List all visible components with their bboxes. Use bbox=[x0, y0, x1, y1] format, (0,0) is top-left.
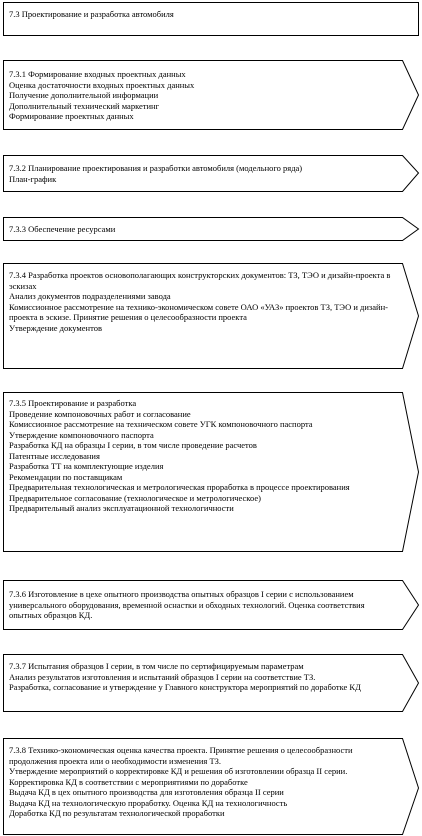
box-7-3-5-line: Рекомендации по поставщикам bbox=[9, 471, 123, 482]
box-7-3-2-line: План-график bbox=[9, 173, 57, 184]
box-7-3-5-line: Патентные исследования bbox=[9, 450, 100, 461]
box-7-3-7-text bbox=[9, 661, 399, 693]
box-7-3-5-line: Разработка ТТ на комплектующие изделия bbox=[9, 461, 164, 471]
box-7-3-8-line: Утверждение мероприятий о корректировке КД и решения об изготовлении образца II серии. Корректировка КД в соответствии с мероприятиями по доработке bbox=[9, 766, 348, 787]
box-7-3-1-line: Формирование проектных данных bbox=[9, 111, 134, 121]
box-7-3-4-title: 7.3.4 Разработка проектов основополагающих конструкторских документов: ТЗ, ТЭО и дизайн-проекта в эскизах bbox=[9, 270, 391, 291]
box-7-3-8-line: Выдача КД в цех опытного производства для изготовления образца II серии bbox=[9, 787, 284, 797]
box-7-3-5-line: Предварительный анализ эксплуатационной технологичности bbox=[9, 503, 234, 513]
box-7-3-5-line: Проведение компоновочных работ и согласование bbox=[9, 408, 191, 419]
box-7-3-3-title: 7.3.3 Обеспечение ресурсами bbox=[9, 224, 116, 234]
box-7-3-5-line: Предварительная технологическая и метрологическая проработка в процессе проектирования bbox=[9, 482, 350, 492]
box-7-3-1-line: Оценка достаточности входных проектных данных bbox=[9, 79, 195, 90]
box-7-3-4-line: Комиссионное рассмотрение на технико-экономическом совете ОАО «УАЗ» проектов ТЗ, ТЭО и дизайн-проекта в эскизе. Принятие решения о целесообразности проекта bbox=[9, 301, 388, 322]
box-7-3-1-text bbox=[9, 69, 394, 122]
box-7-3-4-text bbox=[9, 270, 401, 333]
box-7-3-7-line: Разработка, согласование и утверждение у Главного конструктора мероприятий по доработке КД bbox=[9, 682, 361, 692]
box-7-3-8-line: Выдача КД на технологическую проработку. Оценка КД на технологичность bbox=[9, 797, 288, 808]
box-7-3-1-line: Получение дополнительной информации bbox=[9, 90, 159, 100]
box-7-3-5-line: Предварительное согласование (технологическое и метрологическое) bbox=[9, 492, 261, 503]
box-7-3-5-title: 7.3.5 Проектирование и разработка bbox=[9, 398, 137, 408]
box-7-3-5-line: Комиссионное рассмотрение на техническом совете УГК компоновочного паспорта bbox=[9, 419, 313, 429]
box-7-3-4-line: Утверждение документов bbox=[9, 322, 102, 333]
box-7-3-6-text bbox=[9, 589, 397, 621]
box-7-3-6-title: 7.3.6 Изготовление в цехе опытного производства опытных образцов I серии с использованием универсального оборудования, временной оснастки и обходных технологий. Оценка соответствия опытных образцов КД. bbox=[9, 589, 365, 620]
box-7-3-5-line: Утверждение компоновочного паспорта bbox=[9, 429, 154, 440]
box-7-3-8-title: 7.3.8 Технико-экономическая оценка качества проекта. Принятие решения о целесообразности продолжения проекта или о необходимости изменения ТЗ. bbox=[9, 745, 353, 766]
box-7-3-4-line: Анализ документов подразделениями завода bbox=[9, 291, 171, 301]
box-7-3-8-line: Доработка КД по результатам технологической проработки bbox=[9, 808, 225, 818]
box-7-3-2-title: 7.3.2 Планирование проектирования и разработки автомобиля (модельного ряда) bbox=[9, 163, 303, 173]
box-7-3-1-title: 7.3.1 Формирование входных проектных данных bbox=[9, 69, 186, 79]
box-7-3-5-text bbox=[9, 398, 401, 514]
box-7-3-7-line: Анализ результатов изготовления и испытаний образцов I серии на соответствие ТЗ. bbox=[9, 671, 316, 682]
box-7-3-2-text bbox=[9, 163, 404, 184]
box-7-3-text bbox=[9, 9, 409, 20]
box-7-3-3-text bbox=[9, 224, 394, 235]
box-7-3-7-title: 7.3.7 Испытания образцов I серии, в том числе по сертифицируемым параметрам bbox=[9, 661, 304, 671]
box-7-3-5-line: Разработка КД на образцы I серии, в том числе проведение расчетов bbox=[9, 440, 257, 450]
box-7-3-1-line: Дополнительный технический маркетинг bbox=[9, 100, 160, 111]
box-7-3-line: 7.3 Проектирование и разработка автомобиля bbox=[9, 9, 174, 19]
box-7-3-8-text bbox=[9, 745, 397, 819]
